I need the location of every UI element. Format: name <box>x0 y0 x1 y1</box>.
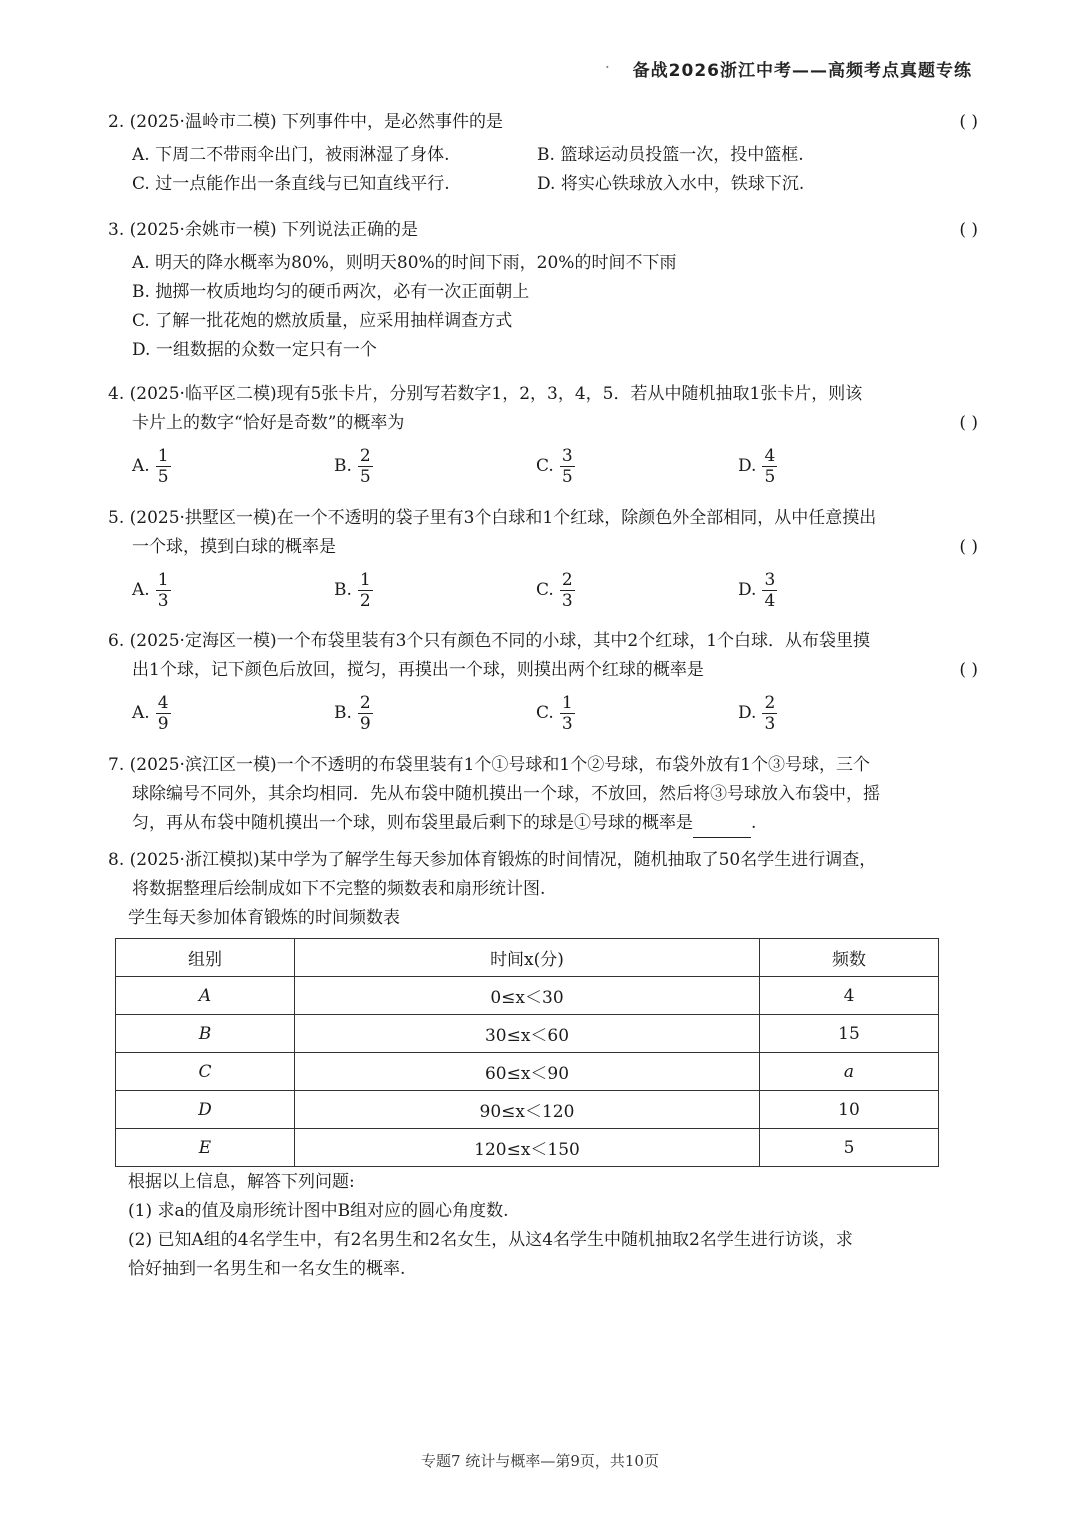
question-text: 一个布袋里装有3个只有颜色不同的小球，其中2个红球，1个白球．从布袋里摸 <box>276 631 871 651</box>
question-number: 8. <box>108 850 125 870</box>
option-d: D. 一组数据的众数一定只有一个 <box>132 340 377 360</box>
question-stem-cont: 一个球，摸到白球的概率是 ( ) <box>108 533 978 562</box>
question-stem <box>108 380 978 409</box>
prompt: 根据以上信息，解答下列问题: <box>128 1172 355 1192</box>
sub-question-2-cont: 恰好抽到一名男生和一名女生的概率. <box>128 1259 406 1279</box>
question-6 <box>108 627 978 735</box>
fraction: $\frac{1}{5}$ <box>157 445 169 487</box>
question-stem <box>108 627 978 656</box>
question-source: (2025·临平区二模) <box>129 384 277 404</box>
question-8: 8. (2025·浙江模拟)某中学为了解学生每天参加体育锻炼的时间情况，随机抽取了50名学生进行调查， 将数据整理后绘制成如下不完整的频数表和扇形统计图. 学生每天参加体育锻炼的时间频数表 <box>108 846 978 933</box>
options <box>108 444 978 488</box>
question-stem <box>108 504 978 533</box>
question-3 <box>108 216 978 365</box>
table-row: B 30≤x＜60 15 <box>116 1015 939 1053</box>
question-5 <box>108 504 978 612</box>
fraction: $\frac{1}{2}$ <box>359 569 371 611</box>
option-b: B. $\frac{1}{2}$ <box>334 569 371 611</box>
option-b: B. $\frac{2}{9}$ <box>334 692 371 734</box>
question-stem <box>108 751 978 780</box>
question-number: 5. <box>108 508 125 528</box>
question-text: 某中学为了解学生每天参加体育锻炼的时间情况，随机抽取了50名学生进行调查， <box>259 850 877 870</box>
page-footer: 专题7 统计与概率—第9页，共10页 <box>421 1452 659 1470</box>
question-text: 现有5张卡片，分别写若数字1，2，3，4，5．若从中随机抽取1张卡片，则该 <box>276 384 863 404</box>
answer-bracket: ( ) <box>959 220 978 240</box>
question-number: 7. <box>108 755 125 775</box>
question-text: 一个不透明的布袋里装有1个①号球和1个②号球，布袋外放有1个③号球，三个 <box>276 755 871 775</box>
question-text: 下列说法正确的是 <box>281 220 418 240</box>
option-b: B. $\frac{2}{5}$ <box>334 445 371 487</box>
question-number: 2. <box>108 112 125 132</box>
option-b: B. 抛掷一枚质地均匀的硬币两次，必有一次正面朝上 <box>132 282 530 302</box>
option-d: D. $\frac{4}{5}$ <box>738 445 776 487</box>
option-a: A. $\frac{4}{9}$ <box>132 692 169 734</box>
option-a: A. $\frac{1}{3}$ <box>132 569 169 611</box>
option-c: C. $\frac{1}{3}$ <box>536 692 573 734</box>
option-a: A. $\frac{1}{5}$ <box>132 445 169 487</box>
fraction: $\frac{2}{5}$ <box>359 445 371 487</box>
question-source: (2025·拱墅区一模) <box>129 508 277 528</box>
question-stem <box>108 846 978 875</box>
question-stem <box>108 216 978 245</box>
question-stem-cont: 卡片上的数字“恰好是奇数”的概率为 ( ) <box>108 409 978 438</box>
fraction: $\frac{2}{3}$ <box>764 692 776 734</box>
answer-bracket: ( ) <box>959 413 978 433</box>
option-a: A. 明天的降水概率为80%，则明天80%的时间下雨，20%的时间不下雨 <box>132 253 677 273</box>
answer-bracket: ( ) <box>959 537 978 557</box>
header-title: 备战2026浙江中考——高频考点真题专练 <box>632 61 972 81</box>
option-d: D. $\frac{3}{4}$ <box>738 569 776 611</box>
answer-bracket: ( ) <box>959 660 978 680</box>
option-d: D. 将实心铁球放入水中，铁球下沉. <box>537 174 805 194</box>
question-source: (2025·余姚市一模) <box>129 220 277 240</box>
question-number: 3. <box>108 220 125 240</box>
answer-bracket: ( ) <box>959 112 978 132</box>
option-c: C. $\frac{2}{3}$ <box>536 569 573 611</box>
question-text: 在一个不透明的袋子里有3个白球和1个红球，除颜色外全部相同，从中任意摸出 <box>276 508 877 528</box>
table-row: E 120≤x＜150 5 <box>116 1129 939 1167</box>
option-b: B. 篮球运动员投篮一次，投中篮框. <box>537 145 804 165</box>
question-stem-cont: 出1个球，记下颜色后放回，搅匀，再摸出一个球，则摸出两个红球的概率是 ( ) <box>108 656 978 685</box>
fraction: $\frac{2}{3}$ <box>561 569 573 611</box>
fraction: $\frac{4}{5}$ <box>764 445 776 487</box>
question-stem <box>108 108 978 137</box>
question-source: (2025·温岭市二模) <box>129 112 277 132</box>
options <box>108 141 978 199</box>
question-number: 4. <box>108 384 125 404</box>
option-c: C. $\frac{3}{5}$ <box>536 445 573 487</box>
options <box>108 691 978 735</box>
option-a: A. 下周二不带雨伞出门，被雨淋湿了身体. <box>132 145 450 165</box>
table-row: D 90≤x＜120 10 <box>116 1091 939 1129</box>
table-header-row: 组别 时间x(分) 频数 <box>116 939 939 977</box>
question-source: (2025·定海区一模) <box>129 631 277 651</box>
question-7: 7. (2025·滨江区一模)一个不透明的布袋里装有1个①号球和1个②号球，布袋外放有1个③号球，三个 球除编号不同外，其余均相同．先从布袋中随机摸出一个球，不放回，然后将③号球放入布袋中，摇 匀，再从布袋中随机摸出一个球，则布袋里最后剩下的球是①号球的概率是 . <box>108 751 978 838</box>
sub-question-2: (2) 已知A组的4名学生中，有2名男生和2名女生，从这4名学生中随机抽取2名学生进行访谈，求 <box>128 1230 853 1250</box>
answer-blank[interactable] <box>693 817 751 838</box>
table-row: A 0≤x＜30 4 <box>116 977 939 1015</box>
option-c: C. 过一点能作出一条直线与已知直线平行. <box>132 174 450 194</box>
fraction: $\frac{3}{4}$ <box>764 569 776 611</box>
question-2 <box>108 108 978 199</box>
fraction: $\frac{4}{9}$ <box>157 692 169 734</box>
fraction: $\frac{3}{5}$ <box>561 445 573 487</box>
table-caption: 学生每天参加体育锻炼的时间频数表 <box>128 908 400 928</box>
sub-question-1: (1) 求a的值及扇形统计图中B组对应的圆心角度数. <box>128 1201 509 1221</box>
fraction: $\frac{2}{9}$ <box>359 692 371 734</box>
fraction: $\frac{1}{3}$ <box>157 569 169 611</box>
table-row: C 60≤x＜90 a <box>116 1053 939 1091</box>
question-source: (2025·滨江区一模) <box>129 755 277 775</box>
fraction: $\frac{1}{3}$ <box>561 692 573 734</box>
page-header <box>604 56 972 81</box>
option-d: D. $\frac{2}{3}$ <box>738 692 776 734</box>
question-8-subparts <box>128 1168 988 1284</box>
option-c: C. 了解一批花炮的燃放质量，应采用抽样调查方式 <box>132 311 513 331</box>
header-dot: · <box>604 58 612 78</box>
question-4 <box>108 380 978 488</box>
options <box>108 568 978 612</box>
question-source: (2025·浙江模拟) <box>129 850 260 870</box>
options <box>108 249 978 365</box>
question-text: 下列事件中，是必然事件的是 <box>281 112 503 132</box>
frequency-table <box>115 938 939 1167</box>
question-number: 6. <box>108 631 125 651</box>
